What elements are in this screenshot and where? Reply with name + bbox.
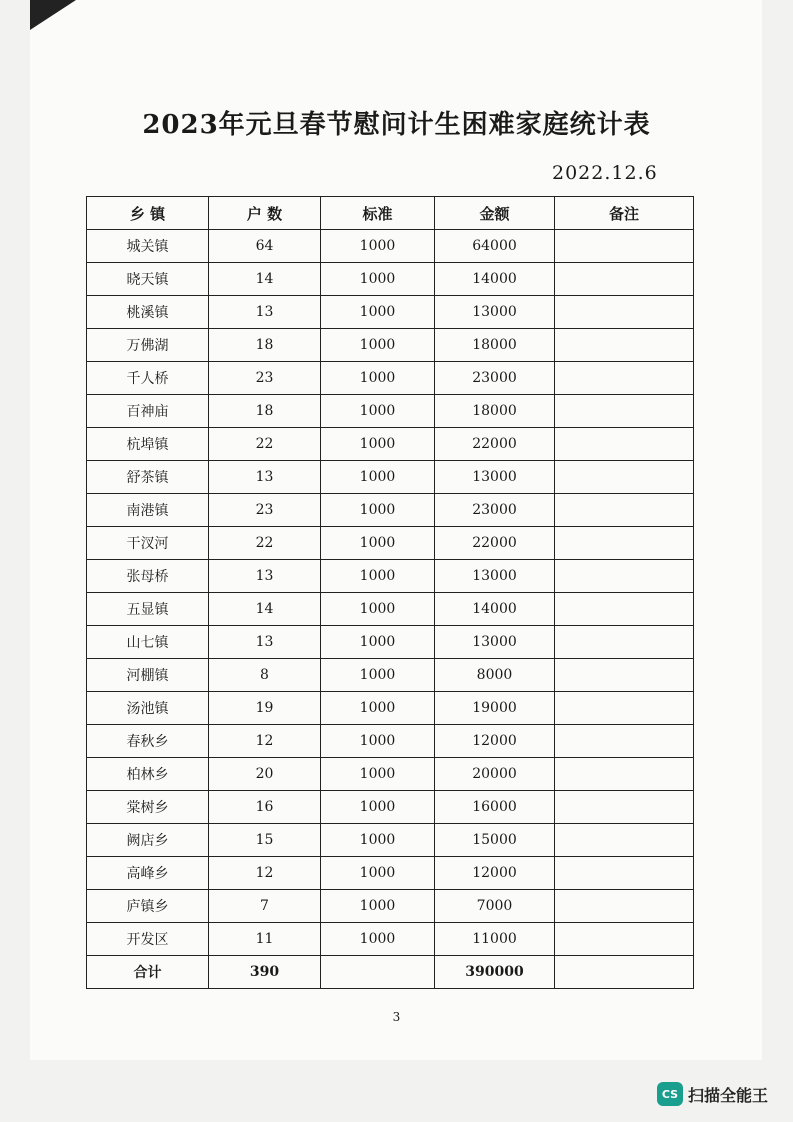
cell-households: 14: [209, 263, 321, 296]
cell-standard: 1000: [321, 362, 435, 395]
scan-corner-shadow: [30, 0, 76, 30]
cell-amount: 19000: [435, 692, 555, 725]
statistics-table: [86, 196, 694, 989]
table-row: [87, 593, 694, 626]
cell-township: 棠树乡: [87, 791, 209, 824]
cell-township: 春秋乡: [87, 725, 209, 758]
page-number: 3: [392, 1010, 401, 1024]
header-households: 户 数: [209, 197, 321, 230]
cell-remarks: [555, 329, 694, 362]
table-row: [87, 824, 694, 857]
cell-township: 城关镇: [87, 230, 209, 263]
document-date: 2022.12.6: [552, 162, 658, 184]
cell-remarks: [555, 263, 694, 296]
header-amount: 金额: [435, 197, 555, 230]
scanner-watermark: [657, 1080, 768, 1108]
cell-amount: 12000: [435, 725, 555, 758]
cell-households: 64: [209, 230, 321, 263]
cell-amount: 16000: [435, 791, 555, 824]
cell-remarks: [555, 593, 694, 626]
cell-households: 13: [209, 626, 321, 659]
cell-standard: 1000: [321, 659, 435, 692]
cell-township: 山七镇: [87, 626, 209, 659]
cell-amount: 22000: [435, 428, 555, 461]
cell-township: 南港镇: [87, 494, 209, 527]
cell-households: 23: [209, 494, 321, 527]
total-standard: [321, 956, 435, 989]
table-row: [87, 725, 694, 758]
cell-remarks: [555, 395, 694, 428]
cell-remarks: [555, 824, 694, 857]
cell-standard: 1000: [321, 890, 435, 923]
table-row: [87, 329, 694, 362]
cell-households: 22: [209, 428, 321, 461]
camscanner-logo-icon: CS: [657, 1082, 683, 1106]
cell-standard: 1000: [321, 923, 435, 956]
table-header-row: [87, 197, 694, 230]
cell-households: 16: [209, 791, 321, 824]
header-remarks: 备注: [555, 197, 694, 230]
table-row: [87, 395, 694, 428]
total-remarks: [555, 956, 694, 989]
cell-amount: 13000: [435, 626, 555, 659]
cell-households: 20: [209, 758, 321, 791]
cell-township: 舒茶镇: [87, 461, 209, 494]
cell-households: 13: [209, 296, 321, 329]
cell-amount: 22000: [435, 527, 555, 560]
cell-amount: 13000: [435, 296, 555, 329]
table-row: [87, 527, 694, 560]
cell-households: 8: [209, 659, 321, 692]
cell-standard: 1000: [321, 593, 435, 626]
cell-remarks: [555, 857, 694, 890]
watermark-text: 扫描全能王: [688, 1085, 769, 1105]
cell-township: 阙店乡: [87, 824, 209, 857]
cell-amount: 18000: [435, 395, 555, 428]
cell-standard: 1000: [321, 560, 435, 593]
cell-remarks: [555, 560, 694, 593]
cell-amount: 13000: [435, 560, 555, 593]
cell-amount: 23000: [435, 494, 555, 527]
cell-amount: 11000: [435, 923, 555, 956]
cell-remarks: [555, 659, 694, 692]
cell-township: 桃溪镇: [87, 296, 209, 329]
cell-township: 五显镇: [87, 593, 209, 626]
cell-township: 百神庙: [87, 395, 209, 428]
table-row: [87, 428, 694, 461]
cell-township: 河棚镇: [87, 659, 209, 692]
cell-households: 13: [209, 560, 321, 593]
cell-amount: 18000: [435, 329, 555, 362]
cell-standard: 1000: [321, 494, 435, 527]
cell-standard: 1000: [321, 428, 435, 461]
cell-township: 张母桥: [87, 560, 209, 593]
table-row: [87, 692, 694, 725]
table-row: [87, 560, 694, 593]
table-row: [87, 461, 694, 494]
table-row: [87, 230, 694, 263]
cell-households: 18: [209, 395, 321, 428]
cell-households: 7: [209, 890, 321, 923]
cell-remarks: [555, 890, 694, 923]
cell-township: 庐镇乡: [87, 890, 209, 923]
cell-remarks: [555, 692, 694, 725]
cell-township: 高峰乡: [87, 857, 209, 890]
cell-remarks: [555, 626, 694, 659]
header-township: 乡 镇: [87, 197, 209, 230]
cell-amount: 8000: [435, 659, 555, 692]
cell-standard: 1000: [321, 395, 435, 428]
cell-households: 18: [209, 329, 321, 362]
cell-standard: 1000: [321, 626, 435, 659]
cell-township: 柏林乡: [87, 758, 209, 791]
cell-households: 23: [209, 362, 321, 395]
table-body: [87, 230, 694, 956]
cell-standard: 1000: [321, 857, 435, 890]
table-row: [87, 626, 694, 659]
cell-remarks: [555, 527, 694, 560]
cell-standard: 1000: [321, 329, 435, 362]
cell-households: 19: [209, 692, 321, 725]
cell-remarks: [555, 230, 694, 263]
cell-households: 11: [209, 923, 321, 956]
cell-township: 开发区: [87, 923, 209, 956]
cell-remarks: [555, 791, 694, 824]
table-row: [87, 890, 694, 923]
cell-remarks: [555, 362, 694, 395]
table-row: [87, 857, 694, 890]
cell-township: 干汊河: [87, 527, 209, 560]
cell-township: 汤池镇: [87, 692, 209, 725]
cell-township: 千人桥: [87, 362, 209, 395]
table-row: [87, 494, 694, 527]
cell-township: 杭埠镇: [87, 428, 209, 461]
table-row: [87, 923, 694, 956]
cell-amount: 12000: [435, 857, 555, 890]
cell-amount: 20000: [435, 758, 555, 791]
total-label: 合计: [87, 956, 209, 989]
table-row: [87, 791, 694, 824]
cell-amount: 64000: [435, 230, 555, 263]
cell-standard: 1000: [321, 230, 435, 263]
cell-township: 晓天镇: [87, 263, 209, 296]
cell-township: 万佛湖: [87, 329, 209, 362]
cell-households: 22: [209, 527, 321, 560]
table-row: [87, 362, 694, 395]
cell-standard: 1000: [321, 296, 435, 329]
cell-households: 12: [209, 725, 321, 758]
cell-standard: 1000: [321, 791, 435, 824]
cell-remarks: [555, 428, 694, 461]
cell-standard: 1000: [321, 692, 435, 725]
document-title: 2023年元旦春节慰问计生困难家庭统计表: [142, 110, 651, 140]
cell-amount: 15000: [435, 824, 555, 857]
cell-standard: 1000: [321, 758, 435, 791]
cell-amount: 23000: [435, 362, 555, 395]
cell-amount: 14000: [435, 263, 555, 296]
cell-households: 14: [209, 593, 321, 626]
cell-standard: 1000: [321, 461, 435, 494]
cell-households: 12: [209, 857, 321, 890]
cell-amount: 13000: [435, 461, 555, 494]
cell-remarks: [555, 494, 694, 527]
table-row: [87, 758, 694, 791]
total-households: 390: [209, 956, 321, 989]
cell-remarks: [555, 758, 694, 791]
cell-amount: 7000: [435, 890, 555, 923]
cell-remarks: [555, 461, 694, 494]
cell-households: 15: [209, 824, 321, 857]
cell-amount: 14000: [435, 593, 555, 626]
cell-remarks: [555, 725, 694, 758]
cell-standard: 1000: [321, 527, 435, 560]
table-total-row: [87, 956, 694, 989]
cell-households: 13: [209, 461, 321, 494]
table-row: [87, 659, 694, 692]
cell-remarks: [555, 923, 694, 956]
cell-remarks: [555, 296, 694, 329]
total-amount: 390000: [435, 956, 555, 989]
cell-standard: 1000: [321, 725, 435, 758]
table-row: [87, 296, 694, 329]
table-row: [87, 263, 694, 296]
cell-standard: 1000: [321, 824, 435, 857]
header-standard: 标准: [321, 197, 435, 230]
cell-standard: 1000: [321, 263, 435, 296]
